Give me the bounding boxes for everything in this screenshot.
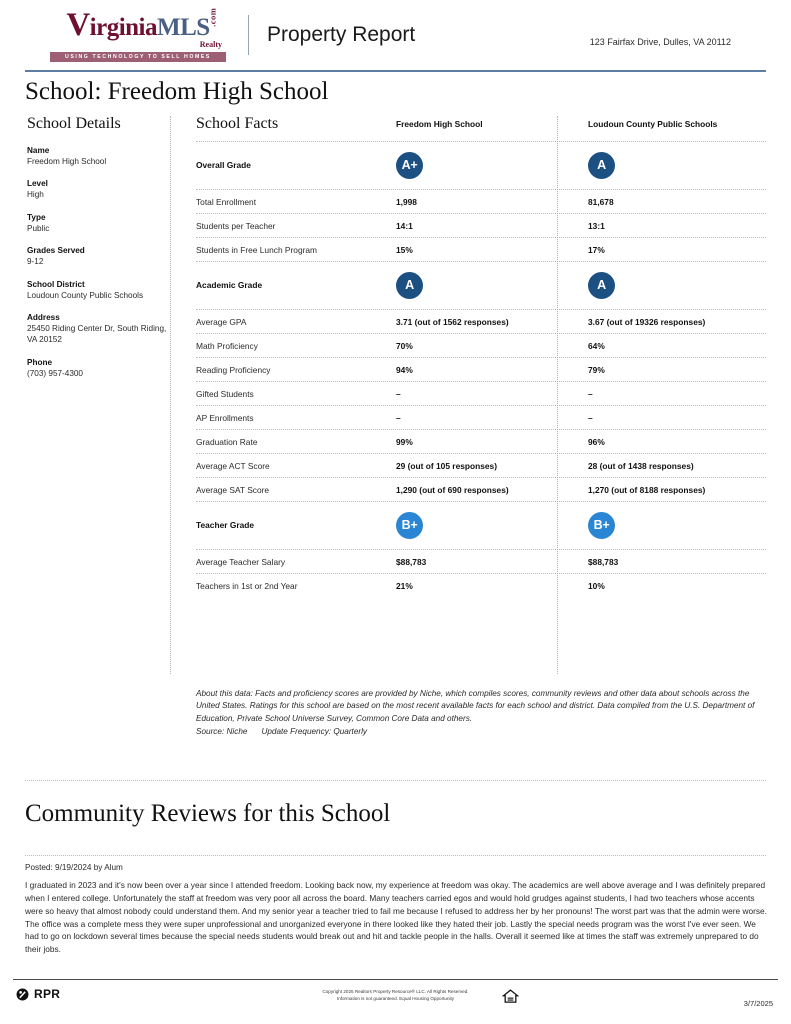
facts-value-district [588,512,756,539]
logo-mls-text: MLS [157,13,210,41]
header-rule [25,70,766,72]
sidebar-detail-value: Loudoun County Public Schools [27,290,144,300]
school-details-sidebar [27,115,167,390]
rpr-brand-text: RPR [34,987,61,1001]
facts-data-row [196,237,766,261]
grade-badge: A [588,272,615,299]
facts-value-district: $88,783 [588,557,619,567]
grade-badge: A [588,152,615,179]
facts-row-label: Average ACT Score [196,461,270,471]
sidebar-detail-label: Level [27,179,48,189]
logo-tagline: USING TECHNOLOGY TO SELL HOMES [50,52,226,62]
facts-data-row [196,381,766,405]
facts-value-district [588,272,756,299]
footer-date: 3/7/2025 [743,999,773,1008]
facts-value-district: 10% [588,581,605,591]
facts-row-label: Total Enrollment [196,197,257,207]
column-header-school: Freedom High School [396,119,483,129]
facts-data-row [196,357,766,381]
grade-badge [588,512,615,539]
facts-row-label: Academic Grade [196,280,263,291]
facts-value-school: $88,783 [396,557,427,567]
equal-housing-opportunity-icon [502,988,519,1005]
facts-data-row [196,213,766,237]
sidebar-detail-item [27,279,167,301]
sidebar-detail-item [27,145,167,167]
sidebar-heading: School Details [27,115,121,132]
facts-row-label: Average GPA [196,317,247,327]
sidebar-detail-value: Freedom High School [27,157,107,167]
sidebar-detail-item [27,245,167,267]
sidebar-detail-value: High [27,190,44,200]
section-divider-upper [25,780,766,781]
footer-rule [13,979,778,980]
logo-wordmark [66,6,218,43]
facts-value-school: 70% [396,341,413,351]
facts-grade-row [196,261,766,309]
facts-value-school: 94% [396,365,413,375]
facts-value-school: 14:1 [396,221,413,231]
facts-value-school: 1,290 (out of 690 responses) [396,485,509,495]
logo-virginia-text: irginia [89,13,157,41]
grade-badge: A [396,272,423,299]
header-divider [248,15,249,55]
data-source-line [196,726,766,738]
facts-row-label: Students per Teacher [196,221,276,231]
facts-row-label: Overall Grade [196,160,251,171]
source-text: Source: Niche [196,727,248,737]
facts-data-row [196,309,766,333]
sidebar-detail-value: 25450 Riding Center Dr, South Riding, VA 20152 [27,323,167,345]
logo-v-letter: V [66,6,90,43]
facts-value-school: 99% [396,437,413,447]
facts-row-label: Students in Free Lunch Program [196,245,318,255]
report-title: Property Report [267,23,416,46]
facts-data-row [196,333,766,357]
grade-badge-letter: A+ [401,158,418,173]
sidebar-detail-label: Phone [27,357,53,367]
facts-table-header [196,115,766,141]
facts-value-district: – [588,389,593,399]
sidebar-detail-label: Address [27,312,60,322]
facts-value-district: 96% [588,437,605,447]
facts-value-school: 1,998 [396,197,417,207]
sidebar-detail-value: Public [27,223,50,233]
sidebar-detail-label: Name [27,146,50,155]
facts-value-district: 17% [588,245,605,255]
grade-badge-letter: B+ [401,518,418,533]
facts-value-district: 64% [588,341,605,351]
about-text: About this data: Facts and proficiency scores are provided by Niche, which compiles scores, community reviews and other data about schools across the United States. Ratings for this school are based on the most recent available facts for each school and district. Data compiled from the U.S. Department of Education, Private School Universe Survey, Common Core Data and others. [196,689,755,723]
facts-grade-row [196,501,766,549]
logo-dotcom-text: .com [207,7,218,27]
facts-data-row [196,429,766,453]
sidebar-detail-label: Grades Served [27,246,85,256]
facts-value-district: 79% [588,365,605,375]
facts-value-school [396,272,564,299]
facts-row-label: Teacher Grade [196,520,255,531]
sidebar-detail-label: Type [27,212,46,222]
report-header [0,0,791,70]
grade-badge [396,512,423,539]
copyright-line-1: Copyright 2025 Realtors Property Resource® LLC. All Rights Reserved. [322,989,469,994]
facts-data-row [196,189,766,213]
grade-badge-letter: B+ [593,518,610,533]
facts-data-row [196,405,766,429]
facts-value-district [588,152,756,179]
grade-badge [396,152,423,179]
facts-value-district: 3.67 (out of 19326 responses) [588,317,706,327]
reviews-heading: Community Reviews for this School [25,800,391,827]
facts-row-label: Reading Proficiency [196,365,271,375]
section-divider-lower [25,855,766,856]
school-facts-table [196,115,766,597]
facts-data-row [196,477,766,501]
facts-row-label: Average SAT Score [196,485,270,495]
sidebar-detail-item [27,312,167,346]
sidebar-detail-item [27,212,167,234]
facts-row-label: Graduation Rate [196,437,258,447]
facts-value-school: – [396,389,401,399]
facts-data-row [196,549,766,573]
sidebar-detail-value: 9-12 [27,257,44,267]
virginiamls-logo [42,6,234,62]
about-this-data-note [196,688,766,739]
copyright-line-2: Information is not guaranteed. Equal Housing Opportunity [336,996,455,1002]
review-body-text: I graduated in 2023 and it's now been over a year since I attended freedom. Looking back now, my experience at freedom was okay. The academics are well above average and I was definitely prepared when I entered college. Unfortunately the staff at freedom was very poor all across the board. Many teachers carried egos and would hold grudges against students, I had two teachers whose accents were so heavy that almost nobody could understand them. And my senior year a teacher tried to fail me because I refused to address her by her pronouns! The worst part was that the admin were worse. The office was a complete mess they were super unprofessional and unorganized everyone in there looked like they hated their job. Lastly the special needs program was the worst I've ever seen. We had to go on lockdown several times because the special needs students would break out and hit and tackle people in the halls. Overall it seemed like at times the staff was extremely unprepared to do their jobs. [25,880,767,955]
facts-value-school: 29 (out of 105 responses) [396,461,497,471]
facts-value-district: 1,270 (out of 8188 responses) [588,485,706,495]
facts-value-district: 13:1 [588,221,605,231]
sidebar-detail-item [27,357,167,379]
facts-row-label: Gifted Students [196,389,254,399]
facts-grade-row [196,141,766,189]
facts-value-school: 15% [396,245,413,255]
facts-value-school [396,512,564,539]
facts-value-school [396,152,564,179]
facts-data-row [196,573,766,597]
facts-value-district: 81,678 [588,197,614,207]
footer-copyright [0,988,791,1002]
page-title: School: Freedom High School [25,78,329,105]
column-header-district: Loudoun County Public Schools [588,119,718,129]
facts-value-district: – [588,413,593,423]
review-posted-meta: Posted: 9/19/2024 by Alum [25,863,123,872]
sidebar-vertical-divider [170,116,171,674]
sidebar-detail-item [27,178,167,200]
facts-value-school: – [396,413,401,423]
update-frequency-text: Update Frequency: Quarterly [261,727,368,737]
facts-value-district: 28 (out of 1438 responses) [588,461,694,471]
sidebar-detail-value: (703) 957-4300 [27,368,83,378]
facts-row-label: AP Enrollments [196,413,254,423]
sidebar-detail-label: School District [27,279,85,289]
facts-data-row [196,453,766,477]
logo-realty-text: Realty [199,39,222,49]
facts-row-label: Teachers in 1st or 2nd Year [196,581,298,591]
facts-value-school: 21% [396,581,413,591]
facts-row-label: Average Teacher Salary [196,557,286,567]
facts-row-label: Math Proficiency [196,341,258,351]
property-address: 123 Fairfax Drive, Dulles, VA 20112 [589,37,731,47]
facts-value-school: 3.71 (out of 1562 responses) [396,317,509,327]
facts-heading: School Facts [196,115,279,132]
